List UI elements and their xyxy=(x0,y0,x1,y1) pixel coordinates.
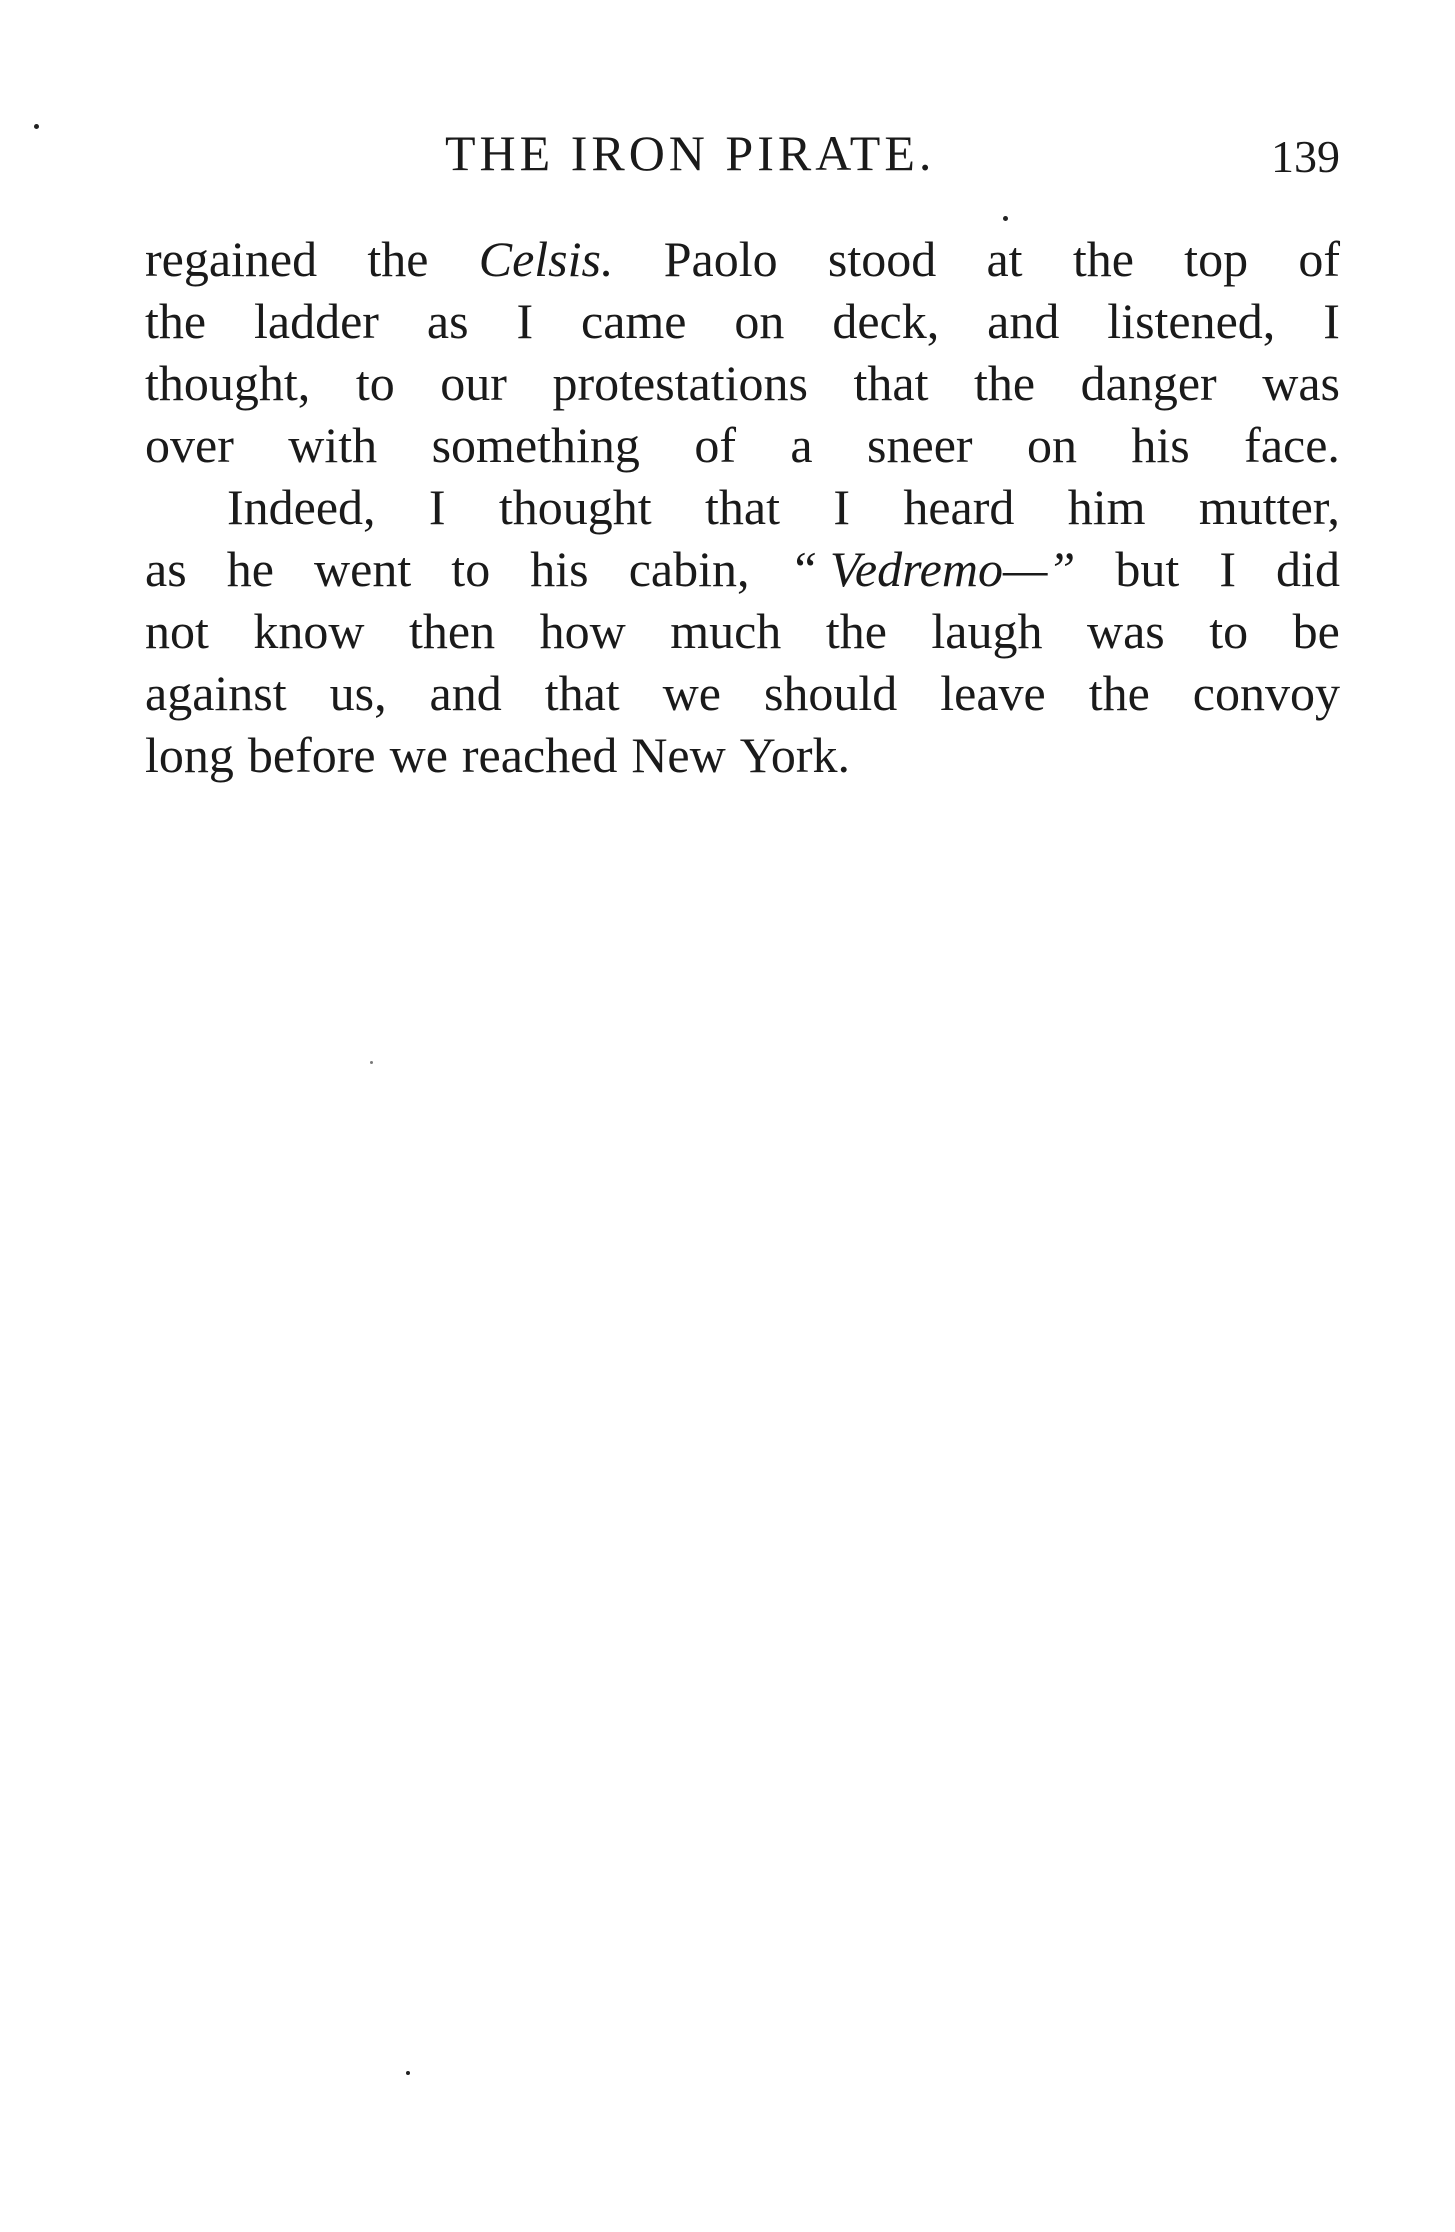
word: regained xyxy=(145,231,318,287)
word: York. xyxy=(739,727,851,783)
running-head xyxy=(145,118,1340,188)
word: the xyxy=(974,355,1036,411)
text-line xyxy=(145,538,1340,600)
word: convoy xyxy=(1192,665,1340,721)
text-line xyxy=(145,476,1340,538)
word: I xyxy=(833,479,851,535)
word: the xyxy=(145,293,207,349)
scan-speck xyxy=(1003,216,1008,221)
word: him xyxy=(1067,479,1146,535)
text-line xyxy=(145,600,1340,662)
text-line xyxy=(145,352,1340,414)
running-title: THE IRON PIRATE. xyxy=(445,125,936,181)
word: his xyxy=(1131,417,1190,473)
word: on xyxy=(734,293,785,349)
word: I xyxy=(1323,293,1340,349)
word: face. xyxy=(1244,417,1340,473)
word: something xyxy=(431,417,640,473)
word: mutter, xyxy=(1198,479,1340,535)
word: ladder xyxy=(254,293,379,349)
word: much xyxy=(670,603,782,659)
word: over xyxy=(145,417,234,473)
word: to xyxy=(1209,603,1249,659)
word: at xyxy=(986,231,1023,287)
word: then xyxy=(409,603,496,659)
word: we xyxy=(389,727,448,783)
word: sneer xyxy=(867,417,973,473)
text-line xyxy=(145,414,1340,476)
scan-speck xyxy=(370,1061,373,1064)
word: that xyxy=(705,479,781,535)
word: laugh xyxy=(931,603,1043,659)
word: and xyxy=(987,293,1060,349)
word: I xyxy=(1219,541,1236,597)
word: I xyxy=(516,293,534,349)
word: leave xyxy=(940,665,1046,721)
word: he xyxy=(226,541,274,597)
word: we xyxy=(662,665,721,721)
word: long xyxy=(145,727,234,783)
word: to xyxy=(355,355,395,411)
word: Paolo xyxy=(663,231,778,287)
page-number: 139 xyxy=(1271,131,1340,182)
word: stood xyxy=(827,231,937,287)
word: I xyxy=(428,479,446,535)
word: New xyxy=(631,727,726,783)
text-line xyxy=(145,724,1340,786)
word: the xyxy=(1072,231,1134,287)
word: be xyxy=(1292,603,1340,659)
word: before xyxy=(247,727,376,783)
word: know xyxy=(253,603,365,659)
word: but xyxy=(1115,541,1180,597)
word: cabin, xyxy=(628,541,750,597)
word: was xyxy=(1087,603,1165,659)
word: a xyxy=(790,417,813,473)
word: came xyxy=(581,293,687,349)
body-text xyxy=(145,228,1340,786)
scan-speck xyxy=(406,2071,410,2075)
word: thought, xyxy=(145,355,311,411)
word: us, xyxy=(329,665,387,721)
word: to xyxy=(451,541,491,597)
word: as xyxy=(426,293,469,349)
text-line xyxy=(145,228,1340,290)
word: and xyxy=(429,665,502,721)
word: of xyxy=(694,417,736,473)
word: danger xyxy=(1080,355,1217,411)
scan-speck xyxy=(34,124,39,129)
word: with xyxy=(288,417,378,473)
word: deck, xyxy=(832,293,940,349)
word: that xyxy=(853,355,929,411)
word: reached xyxy=(461,727,618,783)
text-line xyxy=(145,290,1340,352)
word: the xyxy=(367,231,429,287)
word: as xyxy=(145,541,187,597)
word-italic-quote: “ Vedremo—” xyxy=(789,541,1076,597)
word: listened, xyxy=(1107,293,1276,349)
word: not xyxy=(145,603,209,659)
word: of xyxy=(1298,231,1340,287)
word: the xyxy=(825,603,887,659)
word: his xyxy=(530,541,589,597)
word: thought xyxy=(498,479,652,535)
word: heard xyxy=(903,479,1015,535)
word: on xyxy=(1026,417,1077,473)
word: that xyxy=(544,665,620,721)
word: how xyxy=(539,603,626,659)
text-line xyxy=(145,662,1340,724)
word: Indeed, xyxy=(227,479,376,535)
word: against xyxy=(145,665,287,721)
word: should xyxy=(763,665,898,721)
word: was xyxy=(1262,355,1340,411)
word: top xyxy=(1184,231,1249,287)
word: went xyxy=(314,541,412,597)
word: our xyxy=(440,355,507,411)
word-ship-name: Celsis. xyxy=(478,231,614,287)
word: the xyxy=(1088,665,1150,721)
word: did xyxy=(1276,541,1340,597)
word: protestations xyxy=(552,355,808,411)
